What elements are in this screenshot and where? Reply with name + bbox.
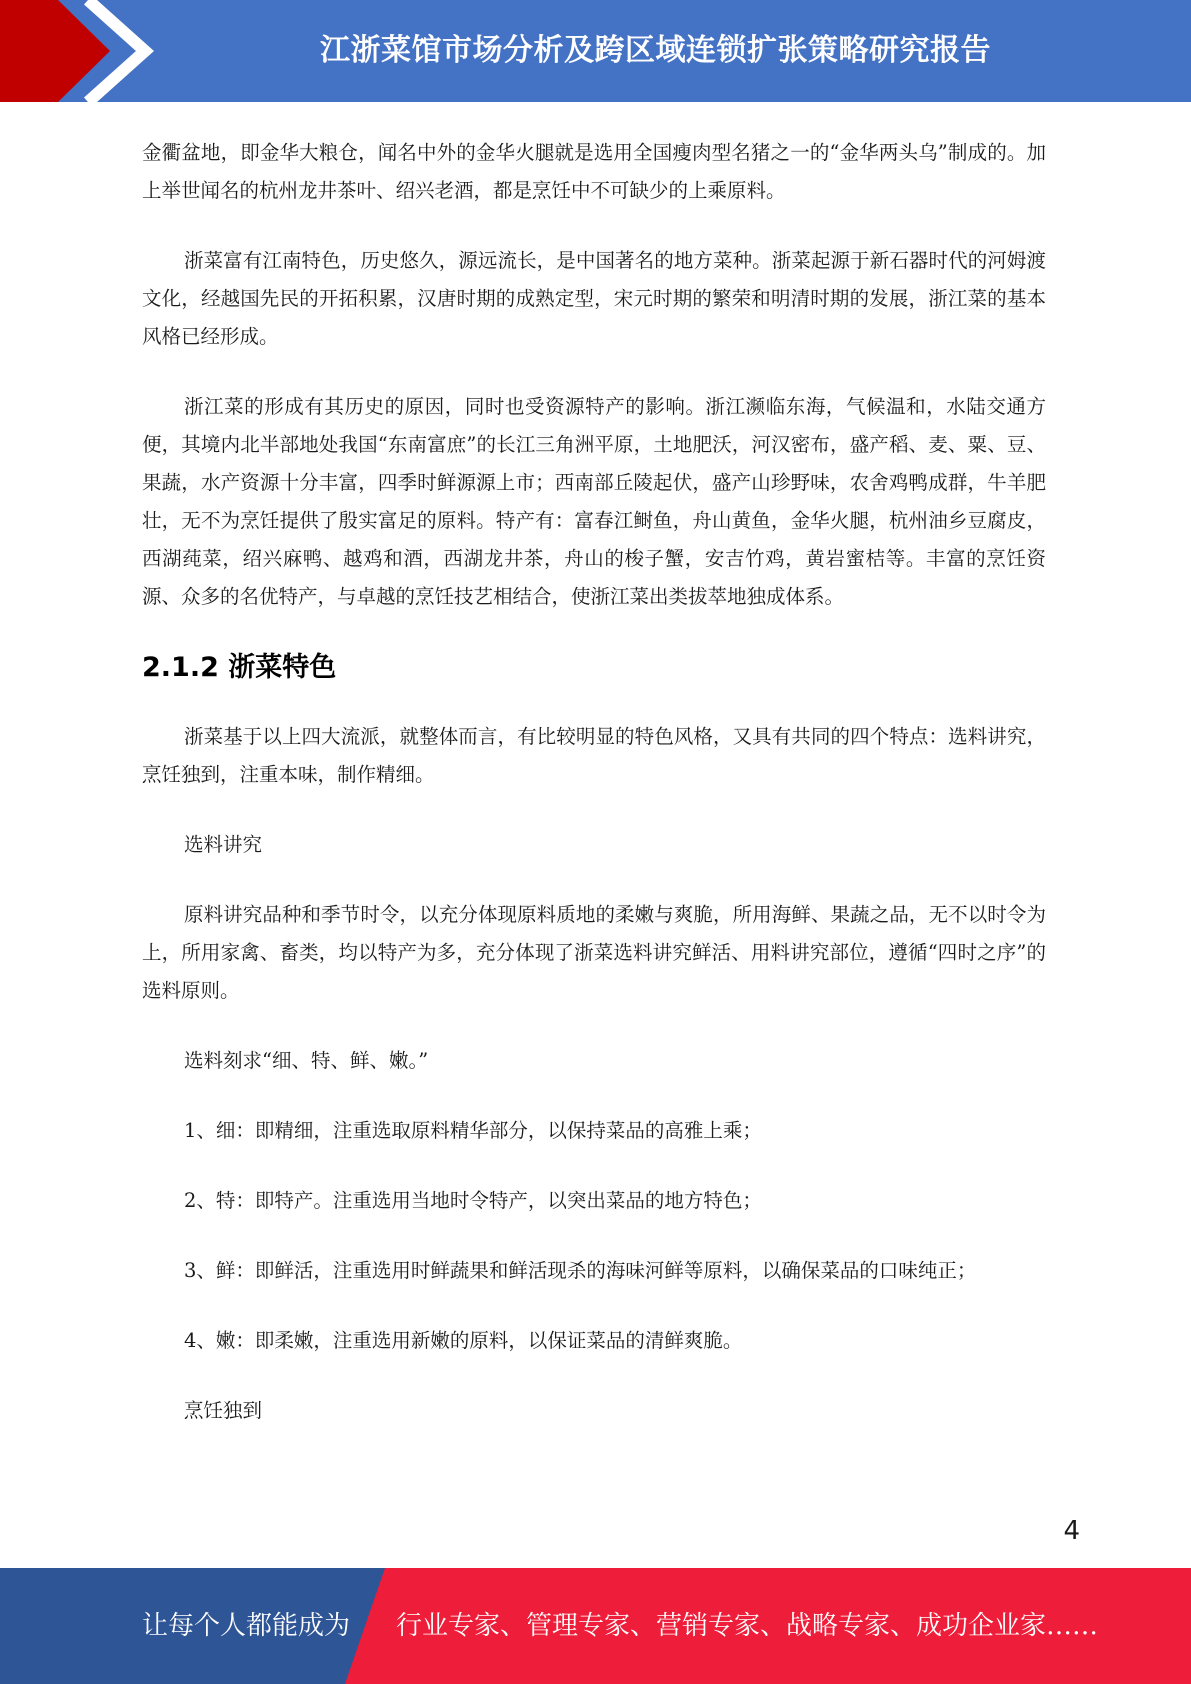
section-heading: 2.1.2 浙菜特色 xyxy=(142,652,337,683)
page-footer xyxy=(0,1568,1191,1684)
list-item: 2、特：即特产。注重选用当地时令特产，以突出菜品的地方特色； xyxy=(184,1189,762,1212)
paragraph: 浙菜基于以上四大流派，就整体而言，有比较明显的特色风格，又具有共同的四个特点：选料讲究，烹饪独到，注重本味，制作精细。 xyxy=(142,725,1046,786)
paragraph: 选料刻求“细、特、鲜、嫩。” xyxy=(184,1049,429,1072)
paragraph: 金衢盆地，即金华大粮仓，闻名中外的金华火腿就是选用全国瘦肉型名猪之一的“金华两头乌”制成的。加上举世闻名的杭州龙井茶叶、绍兴老酒，都是烹饪中不可缺少的上乘原料。 xyxy=(142,141,1046,202)
paragraph: 浙江菜的形成有其历史的原因，同时也受资源特产的影响。浙江濒临东海，气候温和，水陆交通方便，其境内北半部地处我国“东南富庶”的长江三角洲平原，土地肥沃，河汉密布，盛产稻、麦、粟、豆、果蔬，水产资源十分丰富，四季时鲜源源上市；西南部丘陵起伏，盛产山珍野味，农舍鸡鸭成群，牛羊肥壮，无不为烹饪提供了殷实富足的原料。特产有：富春江鲥鱼，舟山黄鱼，金华火腿，杭州油乡豆腐皮，西湖莼菜，绍兴麻鸭、越鸡和酒，西湖龙井茶，舟山的梭子蟹，安吉竹鸡，黄岩蜜桔等。丰富的烹饪资源、众多的名优特产，与卓越的烹饪技艺相结合，使浙江菜出类拔萃地独成体系。 xyxy=(142,395,1046,608)
footer-slogan-left: 让每个人都能成为 xyxy=(142,1611,351,1641)
footer-slogan-right: 行业专家、管理专家、营销专家、战略专家、成功企业家…… xyxy=(396,1611,1099,1641)
paragraph: 原料讲究品种和季节时令，以充分体现原料质地的柔嫩与爽脆，所用海鲜、果蔬之品，无不以时令为上，所用家禽、畜类，均以特产为多，充分体现了浙菜选料讲究鲜活、用料讲究部位，遵循“四时之序”的选料原则。 xyxy=(142,903,1046,1002)
paragraph-heading: 烹饪独到 xyxy=(184,1399,263,1422)
report-title: 江浙菜馆市场分析及跨区域连锁扩张策略研究报告 xyxy=(320,33,991,68)
page-number: 4 xyxy=(1063,1516,1080,1546)
list-item: 4、嫩：即柔嫩，注重选用新嫩的原料，以保证菜品的清鲜爽脆。 xyxy=(184,1329,743,1352)
document-body xyxy=(142,134,1046,1462)
paragraph: 浙菜富有江南特色，历史悠久，源远流长，是中国著名的地方菜种。浙菜起源于新石器时代的河姆渡文化，经越国先民的开拓积累，汉唐时期的成熟定型，宋元时期的繁荣和明清时期的发展，浙江菜的基本风格已经形成。 xyxy=(142,249,1046,348)
paragraph-heading: 选料讲究 xyxy=(184,833,263,856)
page-header xyxy=(0,0,1191,110)
list-item: 3、鲜：即鲜活，注重选用时鲜蔬果和鲜活现杀的海味河鲜等原料，以确保菜品的口味纯正； xyxy=(184,1259,977,1282)
list-item: 1、细：即精细，注重选取原料精华部分，以保持菜品的高雅上乘； xyxy=(184,1119,762,1142)
